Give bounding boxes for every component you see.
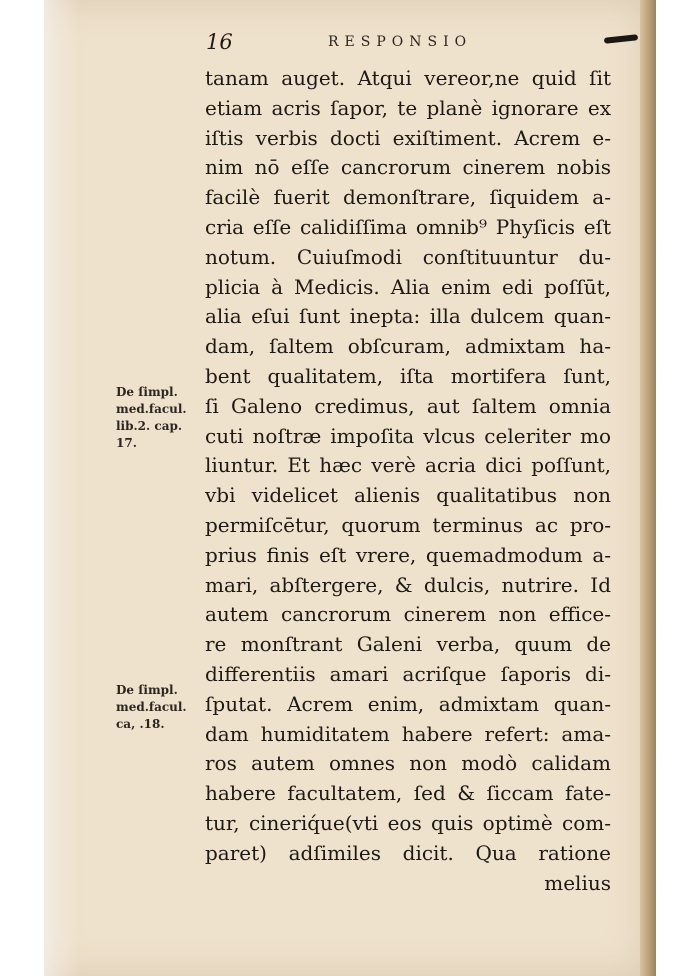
text-line: mari, abſtergere, & dulcis, nutrire. Id — [205, 572, 611, 597]
margin-note-line: lib.2. cap. — [116, 419, 183, 433]
text-line: ſi Galeno credimus, aut ſaltem omnia — [205, 393, 611, 418]
text-line: ſputat. Acrem enim, admixtam quan- — [205, 691, 611, 716]
text-line: cria eſſe calidiſſima omnib⁹ Phyſicis eſt — [205, 214, 611, 239]
page-edge — [640, 0, 656, 976]
text-line: tur, cineriq́ue(vti eos quis optimè com- — [205, 810, 611, 835]
text-line: alia eſui ſunt inepta: illa dulcem quan- — [205, 304, 611, 329]
text-line: paret) adſimiles dicit. Qua ratione — [205, 840, 611, 865]
text-line: prius finis eſt vrere, quemadmodum a- — [205, 542, 611, 567]
text-line: facilè fuerit demonſtrare, ſiquidem a- — [205, 185, 611, 210]
page-header — [206, 30, 626, 60]
text-line: vbi videlicet alienis qualitatibus non — [205, 483, 611, 508]
margin-note-line: med.facul. — [116, 700, 187, 714]
text-line: tanam auget. Atqui vereor,ne quid ſit — [205, 66, 611, 90]
catchword: melius — [544, 870, 611, 895]
text-line: etiam acris ſapor, te planè ignorare ex — [205, 95, 611, 120]
margin-note-2 — [116, 682, 204, 733]
body-text — [205, 64, 611, 898]
margin-note-1 — [116, 384, 204, 452]
margin-note-line: ca, .18. — [116, 717, 165, 731]
margin-note-line: med.facul. — [116, 402, 187, 416]
page-number: 16 — [206, 30, 233, 54]
text-line: permiſcētur, quorum terminus ac pro- — [205, 512, 611, 537]
text-line: nim nō eſſe cancrorum cinerem nobis — [205, 155, 611, 180]
text-line: bent qualitatem, iſta mortifera ſunt, — [205, 363, 611, 388]
text-line: plicia à Medicis. Alia enim edi poſſūt, — [205, 274, 611, 299]
spine-shadow — [44, 0, 80, 976]
margin-note-line: De ſimpl. — [116, 385, 178, 399]
text-line: autem cancrorum cinerem non effice- — [205, 602, 611, 627]
text-line: dam humiditatem habere refert: ama- — [205, 721, 611, 746]
text-line: habere facultatem, ſed & ſiccam fate- — [205, 781, 611, 806]
running-title: RESPONSIO — [328, 34, 473, 50]
text-line: iſtis verbis docti exiſtiment. Acrem e- — [205, 125, 611, 150]
text-line: notum. Cuiuſmodi conſtituuntur du- — [205, 244, 611, 269]
margin-note-line: De ſimpl. — [116, 683, 178, 697]
text-line: liuntur. Et hæc verè acria dici poſſunt, — [205, 453, 611, 478]
text-line: dam, ſaltem obſcuram, admixtam ha- — [205, 334, 611, 359]
text-line: cuti noſtræ impoſita vlcus celeriter mo — [205, 423, 611, 448]
text-line: differentiis amari acriſque ſaporis di- — [205, 661, 611, 686]
margin-note-line: 17. — [116, 436, 137, 450]
text-line: re monſtrant Galeni verba, quum de — [205, 632, 611, 657]
text-line: ros autem omnes non modò calidam — [205, 751, 611, 776]
